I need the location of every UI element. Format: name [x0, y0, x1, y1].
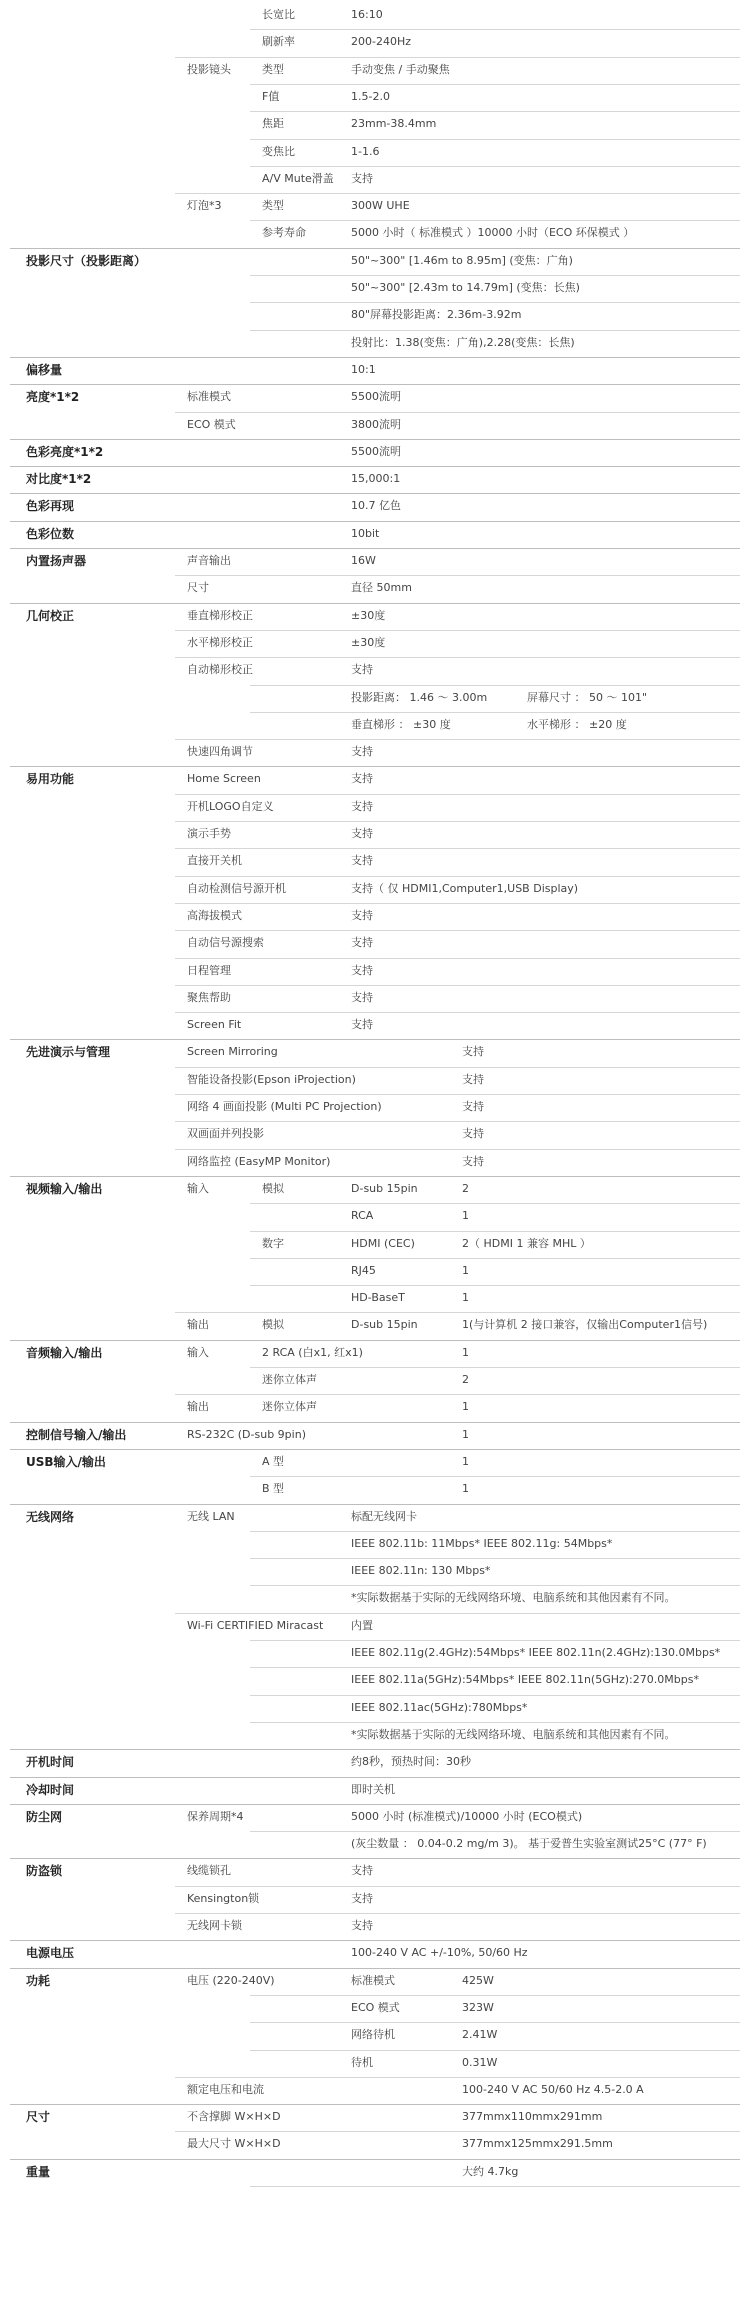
value: IEEE 802.11a(5GHz):54Mbps* IEEE 802.11n(5GHz):270.0Mbps* — [351, 1673, 699, 1687]
value: 100-240 V AC +/-10%, 50/60 Hz — [351, 1946, 528, 1960]
row-divider — [250, 139, 740, 140]
row-divider — [175, 57, 740, 58]
section-label: 内置扬声器 — [26, 554, 87, 568]
section-label: 色彩再现 — [26, 499, 75, 514]
value: IEEE 802.11g(2.4GHz):54Mbps* IEEE 802.11n(2.4GHz):130.0Mbps* — [351, 1646, 721, 1659]
item-label: 模拟 — [262, 1181, 284, 1195]
value: 支持 — [462, 1100, 484, 1113]
group-label: RS-232C (D-sub 9pin) — [187, 1427, 306, 1441]
value: (灰尘数量 ： 0.04-0.2 mg/m 3)。 基于爱普生实验室测试25°C (77° F) — [351, 1837, 707, 1851]
row-divider — [175, 985, 740, 986]
value: 80"屏幕投影距离：2.36m-3.92m — [351, 308, 522, 322]
value: 支持 — [351, 908, 373, 922]
item-label: F值 — [262, 89, 280, 103]
row-divider — [250, 111, 740, 112]
row-divider — [175, 930, 740, 931]
row-divider — [10, 1940, 740, 1941]
row-divider — [250, 1531, 740, 1532]
group-label: 无线网卡锁 — [187, 1919, 242, 1932]
item-label: 焦距 — [262, 117, 284, 131]
row-divider — [250, 1203, 740, 1204]
value: 投影距离： 1.46 ～ 3.00m — [351, 690, 488, 704]
value: 2.41W — [462, 2028, 498, 2042]
value: 支持 — [351, 990, 373, 1004]
value: 1-1.6 — [351, 144, 380, 158]
group-label: 自动信号源搜索 — [187, 936, 264, 950]
value: 水平梯形 ： ±20 度 — [527, 717, 627, 731]
row-divider — [10, 1858, 740, 1859]
section-label: 投影尺寸（投影距离） — [26, 253, 147, 268]
group-label: 自动检测信号源开机 — [187, 881, 286, 895]
value: 2 — [462, 1373, 469, 1386]
row-divider — [175, 1121, 740, 1122]
row-divider — [250, 712, 740, 713]
row-divider — [10, 521, 740, 522]
value: 即时关机 — [351, 1782, 395, 1796]
row-divider — [10, 1449, 740, 1450]
value: 支持 — [351, 963, 373, 977]
row-divider — [10, 1340, 740, 1341]
row-divider — [175, 575, 740, 576]
group-label: 电压 (220-240V) — [187, 1973, 275, 1987]
row-divider — [10, 1749, 740, 1750]
value: 支持 — [351, 1018, 373, 1032]
value: 5000 小时（ 标准模式 ）10000 小时（ECO 环保模式 ） — [351, 226, 635, 240]
group-label: 最大尺寸 W×H×D — [187, 2137, 281, 2151]
row-divider — [250, 2022, 740, 2023]
group-label: Screen Fit — [187, 1018, 242, 1032]
group-label: Screen Mirroring — [187, 1045, 278, 1059]
group-label: 聚焦帮助 — [187, 990, 231, 1004]
value: HD-BaseT — [351, 1291, 405, 1305]
value: ±30度 — [351, 608, 386, 622]
row-divider — [175, 657, 740, 658]
row-divider — [175, 821, 740, 822]
value: 100-240 V AC 50/60 Hz 4.5-2.0 A — [462, 2082, 644, 2096]
row-divider — [250, 1640, 740, 1641]
value: 垂直梯形 ： ±30 度 — [351, 717, 451, 731]
section-label: 无线网络 — [26, 1509, 75, 1524]
value: 直径 50mm — [351, 581, 412, 595]
group-label: 网络 4 画面投影 (Multi PC Projection) — [187, 1100, 382, 1113]
row-divider — [175, 903, 740, 904]
group-label: 线缆锁孔 — [187, 1864, 231, 1878]
section-label: 冷却时间 — [26, 1782, 75, 1797]
value: IEEE 802.11b: 11Mbps* IEEE 802.11g: 54Mbps* — [351, 1536, 613, 1550]
value: 1.5-2.0 — [351, 89, 390, 103]
value: 支持 — [351, 171, 373, 185]
value: 屏幕尺寸 ： 50 ～ 101" — [527, 690, 648, 704]
row-divider — [175, 958, 740, 959]
value: 约8秒，预热时间：30秒 — [351, 1755, 471, 1769]
row-divider — [250, 1476, 740, 1477]
row-divider — [250, 1558, 740, 1559]
value: D-sub 15pin — [351, 1181, 418, 1195]
row-divider — [250, 220, 740, 221]
value: 标准模式 — [351, 1973, 395, 1987]
group-label: Kensington锁 — [187, 1891, 260, 1905]
value: IEEE 802.11n: 130 Mbps* — [351, 1564, 491, 1578]
section-label: 色彩位数 — [26, 526, 75, 541]
row-divider — [175, 876, 740, 877]
row-divider — [10, 1176, 740, 1177]
row-divider — [10, 1039, 740, 1040]
group-label: 尺寸 — [187, 581, 209, 595]
section-label: 对比度*1*2 — [26, 472, 92, 487]
row-divider — [175, 630, 740, 631]
value: 50"~300" [2.43m to 14.79m] (变焦：长焦) — [351, 281, 580, 294]
group-label: 输出 — [187, 1318, 209, 1332]
section-label: 功耗 — [26, 1973, 51, 1988]
value: 支持 — [351, 827, 373, 840]
group-label: 输入 — [187, 1345, 209, 1359]
row-divider — [10, 1422, 740, 1423]
group-label: 灯泡*3 — [187, 199, 222, 213]
row-divider — [175, 2131, 740, 2132]
value: 内置 — [351, 1618, 373, 1632]
value: 200-240Hz — [351, 35, 412, 49]
value: 50"~300" [1.46m to 8.95m] (变焦：广角) — [351, 253, 573, 267]
row-divider — [250, 2050, 740, 2051]
row-divider — [175, 193, 740, 194]
section-label: 防盗锁 — [26, 1864, 63, 1879]
item-label: 参考寿命 — [262, 226, 306, 240]
value: ECO 模式 — [351, 2000, 400, 2014]
group-label: 输入 — [187, 1181, 209, 1195]
group-label: 网络监控 (EasyMP Monitor) — [187, 1154, 331, 1168]
value: IEEE 802.11ac(5GHz):780Mbps* — [351, 1700, 528, 1714]
value: 网络待机 — [351, 2028, 395, 2042]
group-label: Home Screen — [187, 772, 261, 786]
row-divider — [175, 739, 740, 740]
section-label: 音频输入/输出 — [26, 1345, 103, 1360]
row-divider — [250, 1258, 740, 1259]
group-label: 声音输出 — [187, 554, 231, 567]
row-divider — [175, 1312, 740, 1313]
value: 支持 — [462, 1072, 484, 1086]
value: 支持 — [351, 1864, 373, 1878]
group-label: 不含撑脚 W×H×D — [187, 2110, 281, 2124]
row-divider — [175, 1913, 740, 1914]
section-label: 色彩亮度*1*2 — [26, 444, 104, 459]
value: 1 — [462, 1209, 469, 1223]
row-divider — [250, 685, 740, 686]
value: 2（ HDMI 1 兼容 MHL ） — [462, 1236, 591, 1250]
row-divider — [250, 84, 740, 85]
value: 15,000:1 — [351, 472, 401, 486]
section-label: 开机时间 — [26, 1755, 75, 1770]
group-label: 投影镜头 — [187, 62, 231, 76]
value: 1 — [462, 1454, 469, 1468]
value: D-sub 15pin — [351, 1318, 418, 1332]
row-divider — [10, 1804, 740, 1805]
row-divider — [250, 330, 740, 331]
item-label: 变焦比 — [262, 144, 295, 158]
value: 手动变焦 / 手动聚焦 — [351, 62, 450, 76]
value: HDMI (CEC) — [351, 1236, 415, 1250]
group-label: 输出 — [187, 1400, 209, 1414]
value: 1 — [462, 1427, 469, 1441]
row-divider — [250, 1667, 740, 1668]
section-label: 电源电压 — [26, 1946, 75, 1961]
row-divider — [250, 1367, 740, 1368]
row-divider — [10, 493, 740, 494]
group-label: Wi-Fi CERTIFIED Miracast — [187, 1618, 324, 1632]
value: 377mmx110mmx291mm — [462, 2110, 603, 2124]
value: 300W UHE — [351, 199, 410, 213]
value: 425W — [462, 1973, 494, 1987]
row-divider — [250, 1231, 740, 1232]
section-label: 视频输入/输出 — [26, 1181, 103, 1196]
value: 10bit — [351, 526, 380, 540]
item-label: 模拟 — [262, 1318, 284, 1332]
item-label: 迷你立体声 — [262, 1400, 317, 1414]
section-label: 几何校正 — [26, 608, 75, 623]
value: RCA — [351, 1209, 374, 1223]
value: 16W — [351, 554, 376, 567]
row-divider — [175, 412, 740, 413]
row-divider — [10, 466, 740, 467]
row-divider — [250, 1695, 740, 1696]
row-divider — [175, 848, 740, 849]
group-label: 无线 LAN — [187, 1509, 235, 1523]
row-divider — [250, 1995, 740, 1996]
group-label: 直接开关机 — [187, 854, 242, 868]
value: 5000 小时 (标准模式)/10000 小时 (ECO模式) — [351, 1809, 583, 1823]
row-divider — [10, 1504, 740, 1505]
value: 1 — [462, 1400, 469, 1414]
value: 支持 — [351, 854, 373, 868]
group-label: 智能设备投影(Epson iProjection) — [187, 1072, 356, 1086]
group-label: 水平梯形校正 — [187, 635, 253, 649]
row-divider — [250, 1585, 740, 1586]
row-divider — [10, 2104, 740, 2105]
value: 支持 — [351, 1891, 373, 1905]
section-label: 防尘网 — [26, 1809, 63, 1824]
row-divider — [175, 1067, 740, 1068]
value: 支持 — [462, 1127, 484, 1141]
group-label: 额定电压和电流 — [187, 2082, 264, 2096]
group-label: 垂直梯形校正 — [187, 608, 253, 622]
value: 待机 — [351, 2055, 373, 2069]
value: 10.7 亿色 — [351, 499, 401, 513]
row-divider — [175, 1094, 740, 1095]
row-divider — [175, 794, 740, 795]
group-label: 演示手势 — [187, 827, 231, 840]
item-label: 2 RCA (白x1, 红x1) — [262, 1345, 363, 1359]
item-label: 类型 — [262, 199, 284, 213]
row-divider — [250, 1722, 740, 1723]
row-divider — [10, 603, 740, 604]
group-label: ECO 模式 — [187, 417, 236, 431]
group-label: 快速四角调节 — [187, 745, 253, 759]
group-label: 开机LOGO自定义 — [187, 799, 274, 813]
row-divider — [250, 1831, 740, 1832]
section-label: 重量 — [26, 2164, 51, 2179]
row-divider — [10, 1968, 740, 1969]
value: 1(与计算机 2 接口兼容，仅输出Computer1信号) — [462, 1318, 708, 1332]
value: 1 — [462, 1345, 469, 1359]
row-divider — [175, 1886, 740, 1887]
group-label: 保养周期*4 — [187, 1809, 244, 1823]
row-divider — [175, 1149, 740, 1150]
value: ±30度 — [351, 635, 386, 649]
row-divider — [10, 548, 740, 549]
row-divider — [10, 1777, 740, 1778]
value: 支持 — [351, 745, 373, 759]
value: 支持 — [462, 1045, 484, 1059]
row-divider — [250, 166, 740, 167]
group-label: 日程管理 — [187, 963, 231, 977]
value: 377mmx125mmx291.5mm — [462, 2137, 613, 2151]
section-label: USB输入/输出 — [26, 1454, 106, 1469]
value: *实际数据基于实际的无线网络环境、电脑系统和其他因素有不同。 — [351, 1591, 676, 1605]
value: 投射比：1.38(变焦：广角),2.28(变焦：长焦) — [351, 335, 575, 349]
group-label: 双画面并列投影 — [187, 1127, 264, 1141]
row-divider — [10, 357, 740, 358]
value: 支持（ 仅 HDMI1,Computer1,USB Display) — [351, 881, 579, 895]
item-label: 类型 — [262, 62, 284, 76]
item-label: A 型 — [262, 1454, 285, 1468]
row-divider — [175, 1012, 740, 1013]
item-label: 数字 — [262, 1236, 284, 1250]
value: 1 — [462, 1482, 469, 1496]
value: 5500流明 — [351, 444, 401, 458]
value: 支持 — [351, 799, 373, 813]
value: 支持 — [351, 1919, 373, 1932]
section-label: 亮度*1*2 — [26, 390, 80, 405]
row-divider — [175, 2077, 740, 2078]
row-divider — [250, 275, 740, 276]
item-label: 长宽比 — [262, 8, 295, 21]
section-label: 控制信号输入/输出 — [26, 1427, 127, 1442]
group-label: 高海拔模式 — [187, 908, 242, 922]
value: 23mm-38.4mm — [351, 117, 437, 131]
value: 3800流明 — [351, 417, 401, 431]
value: 支持 — [351, 936, 373, 950]
row-divider — [10, 248, 740, 249]
value: 大约 4.7kg — [462, 2164, 519, 2178]
value: *实际数据基于实际的无线网络环境、电脑系统和其他因素有不同。 — [351, 1727, 676, 1741]
row-divider — [175, 1394, 740, 1395]
row-divider — [250, 1285, 740, 1286]
section-label: 尺寸 — [26, 2110, 51, 2125]
row-divider — [10, 766, 740, 767]
value: 16:10 — [351, 8, 383, 21]
value: 323W — [462, 2000, 494, 2014]
value: 2 — [462, 1181, 469, 1195]
row-divider — [250, 302, 740, 303]
row-divider — [10, 384, 740, 385]
row-divider — [175, 1613, 740, 1614]
value: RJ45 — [351, 1263, 376, 1277]
row-divider — [10, 2159, 740, 2160]
item-label: B 型 — [262, 1482, 285, 1496]
section-label: 先进演示与管理 — [26, 1045, 111, 1060]
value: 支持 — [462, 1154, 484, 1168]
item-label: A/V Mute滑盖 — [262, 171, 334, 185]
row-divider — [250, 29, 740, 30]
value: 0.31W — [462, 2055, 498, 2069]
value: 支持 — [351, 663, 373, 677]
group-label: 标准模式 — [187, 390, 231, 404]
value: 1 — [462, 1263, 469, 1277]
value: 5500流明 — [351, 390, 401, 404]
item-label: 迷你立体声 — [262, 1373, 317, 1386]
item-label: 刷新率 — [262, 35, 295, 49]
section-label: 偏移量 — [26, 362, 63, 377]
row-divider — [10, 439, 740, 440]
value: 10:1 — [351, 362, 376, 376]
section-label: 易用功能 — [26, 772, 75, 787]
value: 标配无线网卡 — [351, 1509, 417, 1523]
group-label: 自动梯形校正 — [187, 663, 253, 677]
value: 1 — [462, 1291, 469, 1305]
value: 支持 — [351, 772, 373, 786]
row-divider — [250, 2186, 740, 2187]
